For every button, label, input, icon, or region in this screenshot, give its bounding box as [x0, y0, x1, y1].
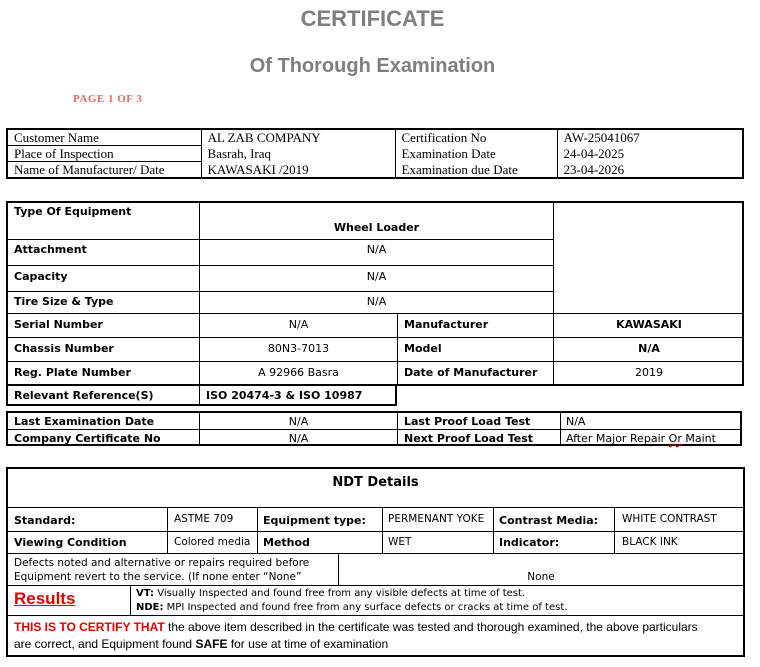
value-manufacturer-date: KAWASAKI /2019	[201, 162, 395, 179]
value-viewing-condition: Colored media	[174, 536, 251, 548]
label-date-of-manufacturer: Date of Manufacturer	[404, 366, 538, 379]
label-viewing-condition: Viewing Condition	[14, 536, 127, 549]
nde-text: MPI Inspected and found free from any surface defects or cracks at time of test.	[163, 602, 568, 613]
label-serial-number: Serial Number	[14, 318, 103, 331]
certificate-title: CERTIFICATE	[300, 6, 445, 31]
label-manufacturer: Manufacturer	[404, 318, 489, 331]
value-last-proof-load-test: N/A	[566, 415, 586, 428]
label-examination-date: Examination Date	[395, 146, 557, 162]
value-customer-name: AL ZAB COMPANY	[201, 129, 395, 146]
value-last-examination-date: N/A	[288, 415, 309, 428]
label-contrast-media: Contrast Media:	[499, 514, 599, 527]
next-proof-text-b: Or	[668, 432, 682, 445]
label-next-proof-load-test: Next Proof Load Test	[404, 432, 534, 445]
label-method: Method	[263, 536, 310, 549]
value-examination-date: 24-04-2025	[557, 146, 743, 162]
label-capacity: Capacity	[14, 270, 68, 283]
value-type-of-equipment: Wheel Loader	[333, 221, 420, 234]
certify-text-1: the above item described in the certificate was tested and thorough examined, the above particulars	[164, 620, 698, 634]
value-defects: None	[527, 571, 555, 583]
label-defects-line-2: Equipment revert to the service. (If none enter “None”	[14, 571, 302, 583]
value-date-of-manufacturer: 2019	[635, 366, 663, 379]
vt-line	[136, 587, 567, 601]
value-next-proof-load-test	[566, 432, 716, 445]
value-tire-size: N/A	[366, 295, 387, 308]
certificate-subtitle: Of Thorough Examination	[249, 55, 496, 77]
label-tire-size: Tire Size & Type	[14, 295, 114, 308]
value-indicator: BLACK INK	[622, 536, 678, 548]
label-equipment-type: Equipment type:	[263, 514, 366, 527]
nde-line	[136, 601, 567, 615]
nde-label: NDE:	[136, 602, 164, 613]
equipment-table	[6, 201, 744, 386]
label-last-examination-date: Last Examination Date	[14, 415, 155, 428]
customer-table	[6, 128, 744, 179]
label-model: Model	[404, 342, 442, 355]
next-proof-text-c: Maint	[681, 432, 716, 445]
label-customer-name: Customer Name	[14, 130, 99, 145]
value-certification-no: AW-25041067	[557, 129, 743, 146]
label-defects-line-1: Defects noted and alternative or repairs required before	[14, 557, 310, 569]
label-defects	[14, 556, 309, 584]
value-serial-number: N/A	[288, 318, 309, 331]
value-manufacturer: KAWASAKI	[616, 318, 682, 331]
value-relevant-reference: ISO 20474-3 & ISO 10987	[206, 389, 363, 402]
label-chassis-number: Chassis Number	[14, 342, 114, 355]
label-relevant-reference: Relevant Reference(S)	[14, 389, 154, 402]
ndt-table	[6, 467, 745, 657]
vt-text: Visually Inspected and found free from any visible defects at time of test.	[154, 588, 526, 599]
label-standard: Standard:	[14, 514, 76, 527]
label-last-proof-load-test: Last Proof Load Test	[404, 415, 531, 428]
label-company-certificate-no: Company Certificate No	[14, 432, 161, 445]
page-number: PAGE 1 OF 3	[73, 93, 143, 105]
ndt-heading: NDT Details	[332, 475, 419, 490]
exam-table	[6, 411, 742, 446]
value-capacity: N/A	[366, 270, 387, 283]
value-equipment-type: PERMENANT YOKE	[388, 513, 485, 525]
value-attachment: N/A	[366, 243, 387, 256]
value-chassis-number: 80N3-7013	[267, 342, 330, 355]
value-standard: ASTME 709	[174, 513, 234, 525]
label-reg-plate: Reg. Plate Number	[14, 366, 131, 379]
label-place-of-inspection: Place of Inspection	[7, 146, 201, 162]
reference-row	[6, 386, 397, 406]
certification-statement	[14, 619, 742, 653]
value-contrast-media: WHITE CONTRAST	[622, 513, 717, 525]
label-examination-due-date: Examination due Date	[395, 162, 557, 179]
label-indicator: Indicator:	[499, 536, 560, 549]
certify-text-2a: are correct, and Equipment found	[14, 637, 196, 651]
label-attachment: Attachment	[14, 243, 87, 256]
value-model: N/A	[638, 342, 660, 355]
value-reg-plate: A 92966 Basra	[258, 366, 339, 379]
value-examination-due-date: 23-04-2026	[557, 162, 743, 179]
label-type-of-equipment: Type Of Equipment	[14, 205, 132, 218]
results-details	[136, 587, 567, 615]
certify-red: THIS IS TO CERTIFY THAT	[14, 620, 165, 634]
value-method: WET	[388, 536, 412, 548]
certify-safe: SAFE	[195, 637, 228, 651]
value-place-of-inspection: Basrah, Iraq	[201, 146, 395, 162]
results-heading: Results	[14, 589, 76, 608]
certify-line-1	[14, 619, 742, 636]
value-company-certificate-no: N/A	[288, 432, 309, 445]
label-manufacturer-date: Name of Manufacturer/ Date	[7, 162, 201, 179]
vt-label: VT:	[136, 588, 155, 599]
label-certification-no: Certification No	[395, 129, 557, 146]
next-proof-text-a: After Major Repair	[566, 432, 669, 445]
certify-line-2	[14, 636, 742, 653]
certify-text-2b: for use at time of examination	[227, 637, 389, 651]
